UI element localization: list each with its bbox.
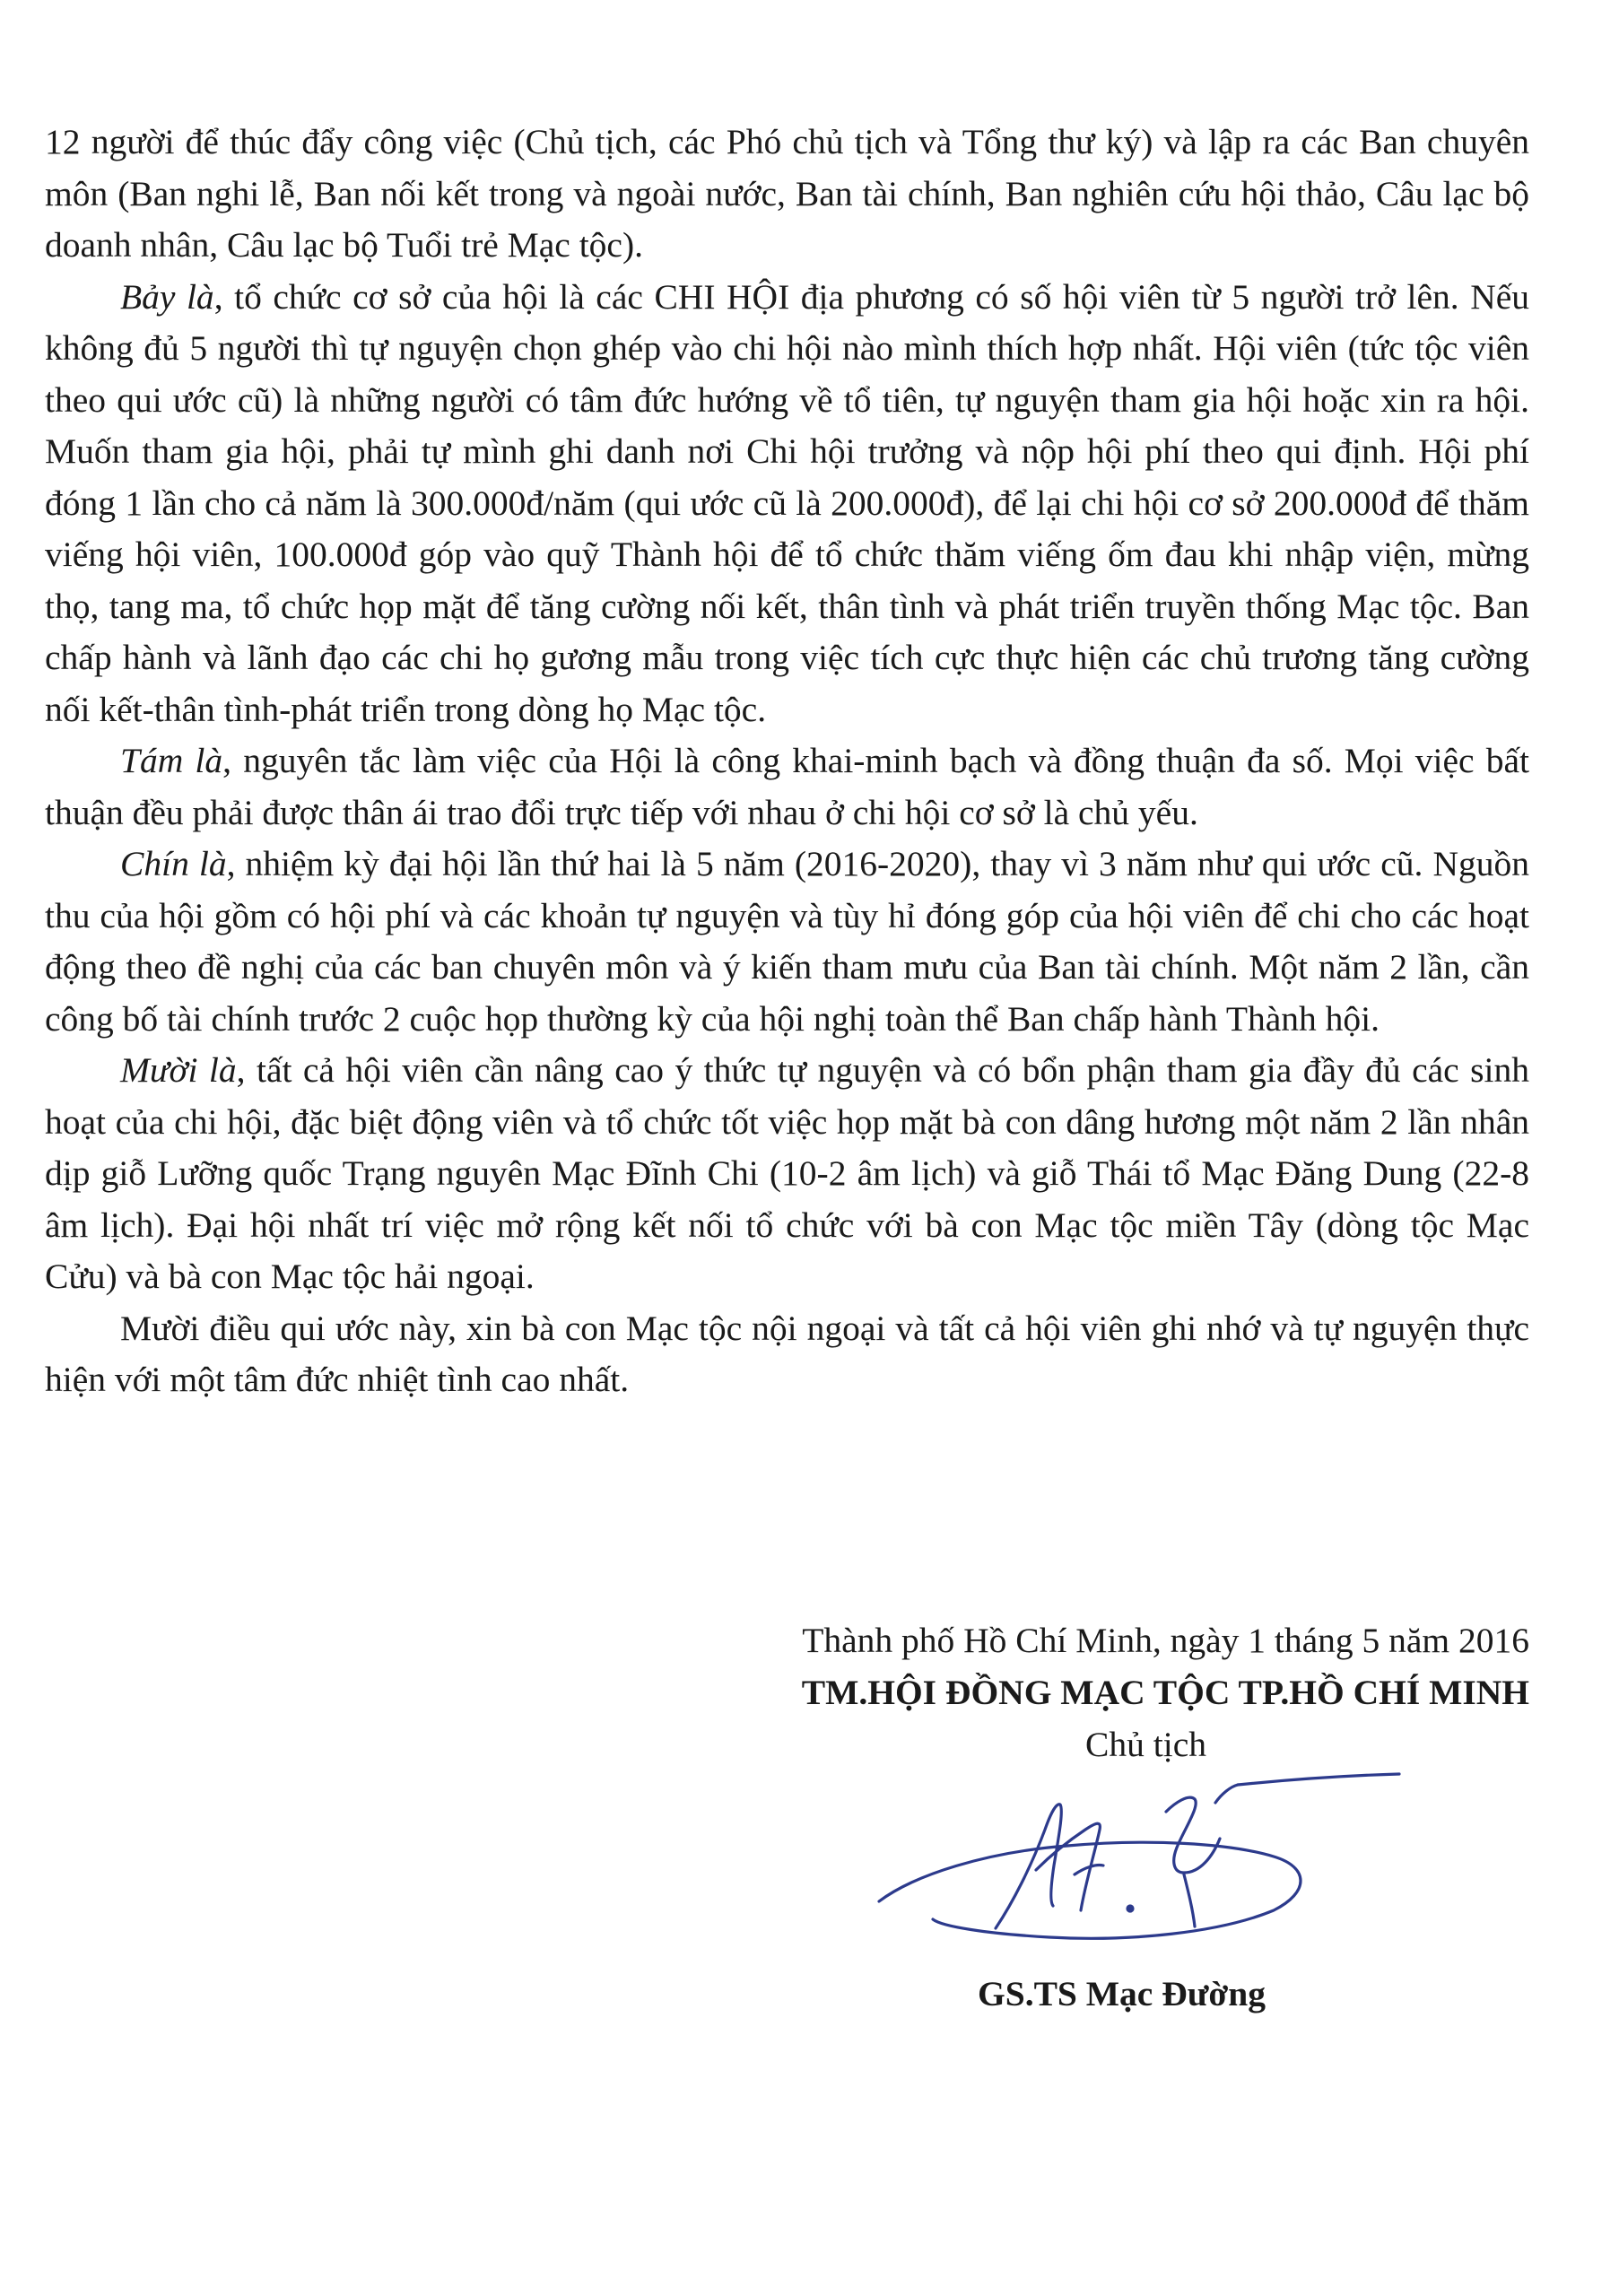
closing-block <box>632 1614 1529 1770</box>
article-nine-text: , nhiệm kỳ đại hội lần thứ hai là 5 năm (2016-2020), thay vì 3 năm như qui ước cũ. Nguồn thu của hội gồm có hội phí và các khoản tự nguyện và tùy hỉ đóng góp của hội viên để chi cho các hoạt động theo đề nghị của các ban chuyên môn và ý kiến tham mưu của Ban tài chính. Một năm 2 lần, cần công bố tài chính trước 2 cuộc họp thường kỳ của hội nghị toàn thể Ban chấp hành Thành hội. <box>45 844 1529 1039</box>
article-nine-lead: Chín là <box>120 844 227 883</box>
article-eight-lead: Tám là <box>120 741 223 780</box>
paragraph-continuation: 12 người để thúc đẩy công việc (Chủ tịch, các Phó chủ tịch và Tổng thư ký) và lập ra các Ban chuyên môn (Ban nghi lễ, Ban nối kết trong và ngoài nước, Ban tài chính, Ban nghiên cứu hội thảo, Câu lạc bộ doanh nhân, Câu lạc bộ Tuổi trẻ Mạc tộc). <box>45 122 1529 265</box>
signer-role: Chủ tịch <box>1085 1725 1206 1764</box>
paragraph-article-eight <box>45 735 1529 839</box>
paragraph-article-seven <box>45 272 1529 736</box>
paragraph-conclusion: Mười điều qui ước này, xin bà con Mạc tộc nội ngoại và tất cả hội viên ghi nhớ và tự nguyện thực hiện với một tâm đức nhiệt tình cao nhất. <box>45 1308 1529 1399</box>
article-ten-lead: Mười là <box>120 1050 237 1090</box>
paragraph-article-nine <box>45 839 1529 1045</box>
signer-name: GS.TS Mạc Đường <box>978 1974 1266 2013</box>
article-seven-text: , tổ chức cơ sở của hội là các CHI HỘI địa phương có số hội viên từ 5 người trở lên. Nếu không đủ 5 người thì tự nguyện chọn ghép vào chi hội nào mình thích hợp nhất. Hội viên (tức tộc viên theo qui ước cũ) là những người có tâm đức hướng về tổ tiên, tự nguyện tham gia hội hoặc xin ra hội. Muốn tham gia hội, phải tự mình ghi danh nơi Chi hội trưởng và nộp hội phí theo qui định. Hội phí đóng 1 lần cho cả năm là 300.000đ/năm (qui ước cũ là 200.000đ), để lại chi hội cơ sở 200.000đ để thăm viếng hội viên, 100.000đ góp vào quỹ Thành hội để tổ chức thăm viếng ốm đau khi nhập viện, mừng thọ, tang ma, tổ chức họp mặt để tăng cường nối kết, thân tình và phát triển truyền thống Mạc tộc. Ban chấp hành và lãnh đạo các chi họ gương mẫu trong việc tích cực thực hiện các chủ trương tăng cường nối kết-thân tình-phát triển trong dòng họ Mạc tộc. <box>45 276 1530 729</box>
handwritten-signature <box>861 1767 1417 1955</box>
article-ten-text: , tất cả hội viên cần nâng cao ý thức tự nguyện và có bổn phận tham gia đầy đủ các sinh hoạt của chi hội, đặc biệt động viên và tổ chức tốt việc họp mặt bà con dâng hương một năm 2 lần nhân dịp giỗ Lưỡng quốc Trạng nguyên Mạc Đĩnh Chi (10-2 âm lịch) và giỗ Thái tổ Mạc Đăng Dung (22-8 âm lịch). Đại hội nhất trí việc mở rộng kết nối tổ chức với bà con Mạc tộc miền Tây (dòng tộc Mạc Cửu) và bà con Mạc tộc hải ngoại. <box>45 1050 1529 1296</box>
article-eight-text: , nguyên tắc làm việc của Hội là công khai-minh bạch và đồng thuận đa số. Mọi việc bất thuận đều phải được thân ái trao đổi trực tiếp với nhau ở chi hội cơ sở là chủ yếu. <box>45 741 1530 832</box>
document-body <box>45 117 1529 1406</box>
article-seven-lead: Bảy là <box>120 276 214 317</box>
organization-name: TM.HỘI ĐỒNG MẠC TỘC TP.HỒ CHÍ MINH <box>801 1673 1529 1712</box>
paragraph-article-ten <box>45 1045 1529 1303</box>
place-date: Thành phố Hồ Chí Minh, ngày 1 tháng 5 năm 2016 <box>802 1621 1529 1660</box>
